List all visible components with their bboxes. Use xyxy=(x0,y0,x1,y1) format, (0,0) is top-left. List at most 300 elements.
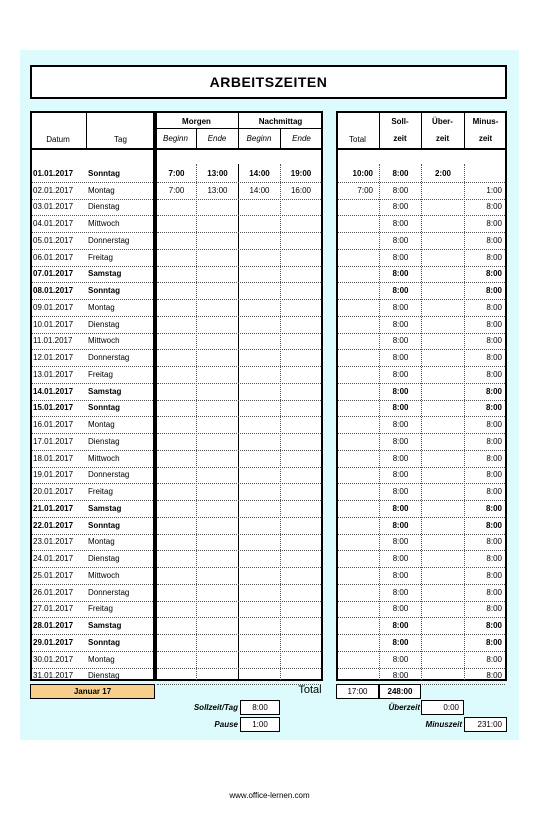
afternoon-begin-cell[interactable] xyxy=(239,215,280,232)
afternoon-end-cell[interactable] xyxy=(281,199,321,216)
morning-end-cell[interactable] xyxy=(197,534,238,551)
header-ende-nachmittag: Ende xyxy=(292,133,311,143)
total-cell xyxy=(338,651,377,668)
afternoon-end-cell[interactable] xyxy=(281,467,321,484)
morning-end-cell[interactable] xyxy=(197,500,238,517)
afternoon-begin-cell[interactable] xyxy=(239,584,280,601)
afternoon-end-cell[interactable] xyxy=(281,651,321,668)
date-cell: 05.01.2017 xyxy=(33,235,74,245)
afternoon-begin-cell[interactable] xyxy=(239,668,280,685)
day-cell: Dienstag xyxy=(88,554,120,564)
minuszeit-cell: 8:00 xyxy=(485,503,502,513)
date-cell: 09.01.2017 xyxy=(33,302,74,312)
total-cell xyxy=(338,584,377,601)
afternoon-end-cell[interactable] xyxy=(281,550,321,567)
day-cell: Montag xyxy=(88,654,115,664)
header-total: Total xyxy=(349,134,366,144)
sollzeit-cell: 8:00 xyxy=(392,487,409,497)
morning-end-cell[interactable] xyxy=(197,467,238,484)
minuszeit-cell: 8:00 xyxy=(485,403,502,413)
total-cell xyxy=(338,416,377,433)
morning-end-cell[interactable] xyxy=(197,450,238,467)
afternoon-begin-cell[interactable] xyxy=(239,299,280,316)
morning-begin-cell[interactable] xyxy=(157,668,196,685)
afternoon-begin-cell[interactable] xyxy=(239,567,280,584)
day-cell: Donnerstag xyxy=(88,353,130,363)
morning-begin-cell[interactable] xyxy=(157,601,196,618)
afternoon-end-cell[interactable] xyxy=(281,534,321,551)
minuszeit-cell: 8:00 xyxy=(485,520,502,530)
afternoon-end-cell[interactable] xyxy=(281,232,321,249)
morning-end-cell[interactable]: 13:00 xyxy=(207,168,228,178)
morning-begin-cell[interactable] xyxy=(157,534,196,551)
total-cell xyxy=(338,400,377,417)
sollzeit-cell: 8:00 xyxy=(392,436,409,446)
afternoon-end-cell[interactable] xyxy=(281,266,321,283)
morning-end-cell[interactable] xyxy=(197,651,238,668)
afternoon-end-cell[interactable]: 19:00 xyxy=(290,168,312,178)
morning-begin-cell[interactable] xyxy=(157,282,196,299)
morning-end-cell[interactable] xyxy=(197,668,238,685)
afternoon-end-cell[interactable] xyxy=(281,316,321,333)
ueberzeit-cell xyxy=(422,266,464,283)
afternoon-end-cell[interactable]: 16:00 xyxy=(290,185,312,195)
total-cell xyxy=(338,232,377,249)
ueberzeit-cell xyxy=(422,517,464,534)
morning-begin-cell[interactable] xyxy=(157,517,196,534)
header-ueberzeit-line2: zeit xyxy=(435,133,450,143)
date-cell: 06.01.2017 xyxy=(33,252,74,262)
ueberzeit-cell xyxy=(422,400,464,417)
date-cell: 20.01.2017 xyxy=(33,487,74,497)
date-cell: 25.01.2017 xyxy=(33,570,74,580)
sollzeit-cell: 8:00 xyxy=(392,386,409,396)
day-cell: Dienstag xyxy=(88,671,120,681)
minuszeit-cell: 8:00 xyxy=(486,436,502,446)
date-cell: 28.01.2017 xyxy=(33,621,74,631)
total-cell xyxy=(338,617,377,634)
afternoon-end-cell[interactable] xyxy=(281,483,321,500)
day-cell: Mittwoch xyxy=(88,336,120,346)
date-cell: 03.01.2017 xyxy=(33,202,74,212)
morning-end-cell[interactable] xyxy=(197,249,238,266)
ueberzeit-cell xyxy=(422,534,464,551)
afternoon-end-cell[interactable] xyxy=(281,400,321,417)
day-cell: Montag xyxy=(88,537,115,547)
minuszeit-cell: 8:00 xyxy=(486,487,502,497)
total-cell: 7:00 xyxy=(357,185,373,195)
header-sollzeit-line1: Soll- xyxy=(391,116,409,126)
afternoon-end-cell[interactable] xyxy=(281,366,321,383)
morning-begin-cell[interactable] xyxy=(157,215,196,232)
afternoon-begin-cell[interactable]: 14:00 xyxy=(249,168,270,178)
sollzeit-cell: 8:00 xyxy=(392,319,409,329)
morning-begin-cell[interactable] xyxy=(157,316,196,333)
afternoon-begin-cell[interactable] xyxy=(239,249,280,266)
divider xyxy=(155,128,323,129)
total-cell xyxy=(338,316,377,333)
minuszeit-cell: 8:00 xyxy=(485,269,502,279)
sollzeit-cell: 8:00 xyxy=(392,403,409,413)
sollzeit-cell: 8:00 xyxy=(392,185,409,195)
morning-begin-cell[interactable] xyxy=(157,299,196,316)
pause-label: Pause xyxy=(214,720,238,729)
sollzeit-tag-label: Sollzeit/Tag xyxy=(193,703,238,712)
day-cell: Sonntag xyxy=(88,637,120,647)
sollzeit-cell: 8:00 xyxy=(392,235,409,245)
ueberzeit-cell xyxy=(422,249,464,266)
morning-end-cell[interactable] xyxy=(197,383,238,400)
afternoon-begin-cell[interactable] xyxy=(239,651,280,668)
ueberzeit-cell xyxy=(422,232,464,249)
morning-begin-cell[interactable] xyxy=(157,467,196,484)
day-cell: Dienstag xyxy=(88,436,120,446)
date-cell: 14.01.2017 xyxy=(33,386,74,396)
ueberzeit-value: 0:00 xyxy=(421,700,464,715)
afternoon-begin-cell[interactable] xyxy=(239,601,280,618)
ueberzeit-cell xyxy=(422,617,464,634)
date-cell: 21.01.2017 xyxy=(33,503,74,513)
day-cell: Samstag xyxy=(88,269,122,279)
header-minuszeit-line1: Minus- xyxy=(472,116,499,126)
day-cell: Mittwoch xyxy=(88,570,120,580)
afternoon-begin-cell[interactable] xyxy=(239,534,280,551)
total-cell xyxy=(338,383,377,400)
sollzeit-cell: 8:00 xyxy=(392,637,409,647)
afternoon-end-cell[interactable] xyxy=(281,215,321,232)
minuszeit-cell: 8:00 xyxy=(485,637,502,647)
morning-begin-cell[interactable] xyxy=(157,416,196,433)
day-cell: Sonntag xyxy=(88,286,120,296)
morning-begin-cell[interactable] xyxy=(157,550,196,567)
afternoon-begin-cell[interactable] xyxy=(239,433,280,450)
date-cell: 02.01.2017 xyxy=(33,185,74,195)
day-cell: Sonntag xyxy=(88,520,120,530)
morning-begin-cell[interactable] xyxy=(157,333,196,350)
total-cell xyxy=(338,517,377,534)
afternoon-begin-cell[interactable] xyxy=(239,349,280,366)
afternoon-begin-cell[interactable] xyxy=(239,550,280,567)
afternoon-end-cell[interactable] xyxy=(281,567,321,584)
ueberzeit-cell xyxy=(422,634,464,651)
morning-begin-cell[interactable] xyxy=(157,266,196,283)
afternoon-begin-cell[interactable] xyxy=(239,266,280,283)
header-morgen: Morgen xyxy=(182,116,211,126)
ueberzeit-cell: 2:00 xyxy=(434,168,451,178)
date-cell: 30.01.2017 xyxy=(33,654,74,664)
afternoon-end-cell[interactable] xyxy=(281,282,321,299)
header-beginn-morgen: Beginn xyxy=(163,133,188,143)
minuszeit-label: Minuszeit xyxy=(425,720,462,729)
ueberzeit-cell xyxy=(422,349,464,366)
afternoon-end-cell[interactable] xyxy=(281,416,321,433)
morning-begin-cell[interactable] xyxy=(157,433,196,450)
date-cell: 15.01.2017 xyxy=(33,403,74,413)
ueberzeit-cell xyxy=(422,316,464,333)
date-cell: 27.01.2017 xyxy=(33,604,74,614)
morning-begin-cell[interactable] xyxy=(157,349,196,366)
morning-end-cell[interactable] xyxy=(197,349,238,366)
morning-begin-cell[interactable]: 7:00 xyxy=(168,168,185,178)
sollzeit-cell: 8:00 xyxy=(392,353,409,363)
ueberzeit-cell xyxy=(422,584,464,601)
ueberzeit-cell xyxy=(422,383,464,400)
day-cell: Freitag xyxy=(88,487,113,497)
footer-link[interactable]: www.office-lernen.com xyxy=(229,791,310,800)
afternoon-begin-cell[interactable] xyxy=(239,316,280,333)
afternoon-begin-cell[interactable] xyxy=(239,617,280,634)
date-cell: 18.01.2017 xyxy=(33,453,74,463)
day-cell: Mittwoch xyxy=(88,219,120,229)
day-cell: Dienstag xyxy=(88,202,120,212)
day-cell: Freitag xyxy=(88,369,113,379)
sollzeit-tag-input[interactable]: 8:00 xyxy=(240,700,280,715)
afternoon-begin-cell[interactable] xyxy=(239,517,280,534)
minuszeit-cell: 8:00 xyxy=(486,537,502,547)
header-nachmittag: Nachmittag xyxy=(258,116,303,126)
afternoon-end-cell[interactable] xyxy=(281,517,321,534)
total-cell xyxy=(338,500,377,517)
morning-begin-cell[interactable] xyxy=(157,584,196,601)
minuszeit-cell: 8:00 xyxy=(485,621,502,631)
morning-end-cell[interactable] xyxy=(197,266,238,283)
morning-end-cell[interactable] xyxy=(197,483,238,500)
total-cell xyxy=(338,199,377,216)
ueberzeit-cell xyxy=(422,483,464,500)
total-cell xyxy=(338,668,377,685)
total-cell xyxy=(338,433,377,450)
morning-begin-cell[interactable] xyxy=(157,567,196,584)
ueberzeit-cell xyxy=(422,333,464,350)
morning-begin-cell[interactable] xyxy=(157,199,196,216)
ueberzeit-cell xyxy=(422,299,464,316)
minuszeit-cell: 8:00 xyxy=(486,369,502,379)
minuszeit-cell: 8:00 xyxy=(486,587,502,597)
morning-end-cell[interactable] xyxy=(197,567,238,584)
total-cell xyxy=(338,282,377,299)
total-cell xyxy=(338,483,377,500)
total-cell: 10:00 xyxy=(352,168,373,178)
minuszeit-cell: 8:00 xyxy=(486,570,502,580)
morning-end-cell[interactable] xyxy=(197,316,238,333)
sollzeit-cell: 8:00 xyxy=(392,202,409,212)
minuszeit-cell: 8:00 xyxy=(486,453,502,463)
sollzeit-cell: 8:00 xyxy=(392,168,409,178)
afternoon-begin-cell[interactable] xyxy=(239,383,280,400)
morning-begin-cell[interactable] xyxy=(157,634,196,651)
sollzeit-cell: 8:00 xyxy=(392,554,409,564)
morning-begin-cell[interactable] xyxy=(157,383,196,400)
afternoon-begin-cell[interactable] xyxy=(239,467,280,484)
morning-end-cell[interactable] xyxy=(197,215,238,232)
morning-begin-cell[interactable] xyxy=(157,483,196,500)
afternoon-begin-cell[interactable] xyxy=(239,400,280,417)
minuszeit-cell: 8:00 xyxy=(486,319,502,329)
ueberzeit-cell xyxy=(422,500,464,517)
date-cell: 01.01.2017 xyxy=(33,168,74,178)
month-label: Januar 17 xyxy=(30,684,155,699)
ueberzeit-cell xyxy=(422,215,464,232)
minuszeit-cell: 8:00 xyxy=(486,671,502,681)
afternoon-begin-cell[interactable] xyxy=(239,232,280,249)
day-cell: Sonntag xyxy=(88,403,120,413)
morning-begin-cell[interactable] xyxy=(157,400,196,417)
minuszeit-cell: 8:00 xyxy=(486,302,502,312)
ueberzeit-cell xyxy=(422,433,464,450)
afternoon-begin-cell[interactable] xyxy=(239,366,280,383)
minuszeit-cell: 1:00 xyxy=(486,185,502,195)
header-datum: Datum xyxy=(46,134,70,144)
total-cell xyxy=(338,467,377,484)
ueberzeit-cell xyxy=(422,182,464,199)
day-cell: Freitag xyxy=(88,604,113,614)
ueberzeit-cell xyxy=(422,199,464,216)
pause-input[interactable]: 1:00 xyxy=(240,717,280,732)
minuszeit-cell: 8:00 xyxy=(486,420,502,430)
sollzeit-total-value: 248:00 xyxy=(379,684,421,699)
header-minuszeit-line2: zeit xyxy=(478,133,493,143)
afternoon-end-cell[interactable] xyxy=(281,433,321,450)
minuszeit-cell: 8:00 xyxy=(485,386,502,396)
morning-begin-cell[interactable] xyxy=(157,249,196,266)
sollzeit-cell: 8:00 xyxy=(392,587,409,597)
sollzeit-cell: 8:00 xyxy=(392,252,409,262)
ueberzeit-cell xyxy=(422,467,464,484)
date-cell: 24.01.2017 xyxy=(33,554,74,564)
header-beginn-nachmittag: Beginn xyxy=(246,133,272,143)
date-cell: 12.01.2017 xyxy=(33,353,74,363)
morning-begin-cell[interactable] xyxy=(157,366,196,383)
afternoon-begin-cell[interactable] xyxy=(239,416,280,433)
afternoon-begin-cell[interactable] xyxy=(239,282,280,299)
morning-end-cell[interactable] xyxy=(197,333,238,350)
morning-end-cell[interactable] xyxy=(197,400,238,417)
date-cell: 16.01.2017 xyxy=(33,420,74,430)
morning-end-cell[interactable] xyxy=(197,282,238,299)
minuszeit-cell: 8:00 xyxy=(486,554,502,564)
afternoon-begin-cell[interactable] xyxy=(239,450,280,467)
divider xyxy=(155,148,323,150)
morning-begin-cell[interactable] xyxy=(157,450,196,467)
afternoon-end-cell[interactable] xyxy=(281,500,321,517)
morning-end-cell[interactable] xyxy=(197,584,238,601)
total-cell xyxy=(338,266,377,283)
morning-end-cell[interactable] xyxy=(197,517,238,534)
total-cell xyxy=(338,450,377,467)
ueberzeit-cell xyxy=(422,450,464,467)
ueberzeit-cell xyxy=(422,668,464,685)
sollzeit-cell: 8:00 xyxy=(392,286,409,296)
divider xyxy=(336,148,507,150)
page-title: ARBEITSZEITEN xyxy=(30,65,507,99)
morning-end-cell[interactable] xyxy=(197,634,238,651)
sollzeit-cell: 8:00 xyxy=(392,470,409,480)
total-value: 17:00 xyxy=(336,684,379,699)
ueberzeit-label: Überzeit xyxy=(388,703,420,712)
morning-begin-cell[interactable] xyxy=(157,500,196,517)
morning-end-cell[interactable] xyxy=(197,433,238,450)
afternoon-begin-cell[interactable] xyxy=(239,199,280,216)
morning-end-cell[interactable] xyxy=(197,416,238,433)
day-cell: Donnerstag xyxy=(88,470,130,480)
minuszeit-cell: 8:00 xyxy=(486,235,502,245)
minuszeit-cell: 8:00 xyxy=(486,654,502,664)
header-sollzeit-line2: zeit xyxy=(393,133,407,143)
morning-end-cell[interactable] xyxy=(197,601,238,618)
total-cell xyxy=(338,366,377,383)
afternoon-end-cell[interactable] xyxy=(281,333,321,350)
ueberzeit-cell xyxy=(422,550,464,567)
afternoon-end-cell[interactable] xyxy=(281,634,321,651)
date-cell: 04.01.2017 xyxy=(33,219,74,229)
date-cell: 19.01.2017 xyxy=(33,470,74,480)
morning-begin-cell[interactable] xyxy=(157,232,196,249)
morning-end-cell[interactable] xyxy=(197,550,238,567)
afternoon-end-cell[interactable] xyxy=(281,249,321,266)
morning-begin-cell[interactable] xyxy=(157,651,196,668)
afternoon-end-cell[interactable] xyxy=(281,450,321,467)
morning-end-cell[interactable] xyxy=(197,232,238,249)
afternoon-end-cell[interactable] xyxy=(281,349,321,366)
afternoon-begin-cell[interactable] xyxy=(239,333,280,350)
afternoon-end-cell[interactable] xyxy=(281,601,321,618)
minuszeit-cell: 8:00 xyxy=(486,336,502,346)
sollzeit-cell: 8:00 xyxy=(392,453,409,463)
afternoon-begin-cell[interactable] xyxy=(239,500,280,517)
day-cell: Donnerstag xyxy=(88,235,130,245)
minuszeit-cell: 8:00 xyxy=(486,470,502,480)
sollzeit-cell: 8:00 xyxy=(392,537,409,547)
minuszeit-cell xyxy=(465,165,505,182)
sollzeit-cell: 8:00 xyxy=(392,369,409,379)
total-cell xyxy=(338,299,377,316)
afternoon-begin-cell[interactable] xyxy=(239,483,280,500)
minuszeit-cell: 8:00 xyxy=(486,202,502,212)
afternoon-end-cell[interactable] xyxy=(281,299,321,316)
afternoon-end-cell[interactable] xyxy=(281,617,321,634)
date-cell: 13.01.2017 xyxy=(33,369,74,379)
morning-end-cell[interactable] xyxy=(197,617,238,634)
sollzeit-cell: 8:00 xyxy=(392,654,409,664)
morning-end-cell[interactable] xyxy=(197,199,238,216)
day-cell: Samstag xyxy=(88,503,122,513)
date-cell: 23.01.2017 xyxy=(33,537,74,547)
afternoon-begin-cell[interactable] xyxy=(239,634,280,651)
minuszeit-value: 231:00 xyxy=(464,717,507,732)
date-cell: 10.01.2017 xyxy=(33,319,74,329)
afternoon-end-cell[interactable] xyxy=(281,383,321,400)
total-cell xyxy=(338,215,377,232)
morning-begin-cell[interactable]: 7:00 xyxy=(168,185,185,195)
morning-begin-cell[interactable] xyxy=(157,617,196,634)
morning-end-cell[interactable] xyxy=(197,299,238,316)
afternoon-begin-cell[interactable]: 14:00 xyxy=(249,185,270,195)
ueberzeit-cell xyxy=(422,416,464,433)
minuszeit-cell: 8:00 xyxy=(486,252,502,262)
total-cell xyxy=(338,601,377,618)
date-cell: 17.01.2017 xyxy=(33,436,74,446)
sollzeit-cell: 8:00 xyxy=(392,621,409,631)
morning-end-cell[interactable] xyxy=(197,366,238,383)
morning-end-cell[interactable]: 13:00 xyxy=(207,185,228,195)
ueberzeit-cell xyxy=(422,567,464,584)
afternoon-end-cell[interactable] xyxy=(281,584,321,601)
ueberzeit-cell xyxy=(422,651,464,668)
day-cell: Montag xyxy=(88,185,115,195)
sollzeit-cell: 8:00 xyxy=(392,420,409,430)
date-cell: 08.01.2017 xyxy=(33,286,74,296)
total-cell xyxy=(338,634,377,651)
